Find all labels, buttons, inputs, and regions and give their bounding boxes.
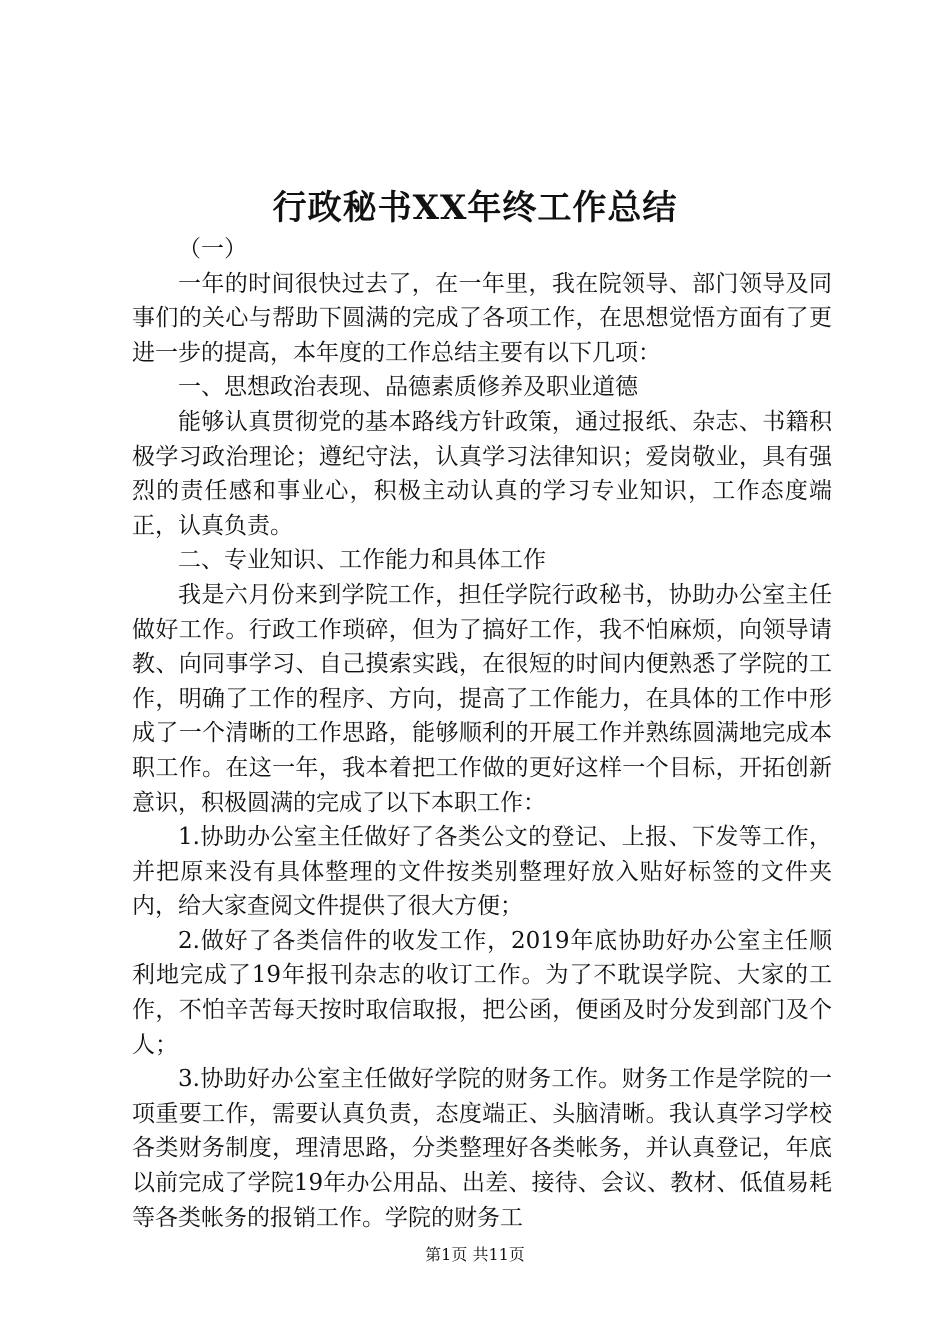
- list-item-2: 2.做好了各类信件的收发工作，2019年底协助好办公室主任顺利地完成了19年报刊杂志的收订工作。为了不耽误学院、大家的工作，不怕辛苦每天按时取信取报，把公函，便函及时分发到部门及个人；: [132, 927, 832, 1058]
- list-item-3: 3.协助好办公室主任做好学院的财务工作。财务工作是学院的一项重要工作，需要认真负责，态度端正、头脑清晰。我认真学习学校各类财务制度，理清思路，分类整理好各类帐务，并认真登记，年底以前完成了学院19年办公用品、出差、接待、会议、教材、低值易耗等各类帐务的报销工作。学院的财务工: [132, 1066, 832, 1231]
- section-marker: （一）: [178, 236, 247, 262]
- section-heading-2: 二、专业知识、工作能力和具体工作: [178, 547, 546, 574]
- body-paragraph: 能够认真贯彻党的基本路线方针政策，通过报纸、杂志、书籍积极学习政治理论；遵纪守法，认真学习法律知识；爱岗敬业，具有强烈的责任感和事业心，积极主动认真的学习专业知识，工作态度端正，认真负责。: [132, 408, 832, 539]
- intro-paragraph: 一年的时间很快过去了，在一年里，我在院领导、部门领导及同事们的关心与帮助下圆满的完成了各项工作，在思想觉悟方面有了更进一步的提高，本年度的工作总结主要有以下几项：: [132, 270, 832, 366]
- page-number: 第1页 共11页: [425, 1245, 525, 1264]
- body-paragraph: 我是六月份来到学院工作，担任学院行政秘书，协助办公室主任做好工作。行政工作琐碎，但为了搞好工作，我不怕麻烦，向领导请教、向同事学习、自己摸索实践，在很短的时间内便熟悉了学院的工作，明确了工作的程序、方向，提高了工作能力，在具体的工作中形成了一个清晰的工作思路，能够顺利的开展工作并熟练圆满地完成本职工作。在这一年，我本着把工作做的更好这样一个目标，开拓创新意识，积极圆满的完成了以下本职工作：: [132, 581, 832, 816]
- document-body: [132, 232, 832, 1235]
- section-heading-1: 一、思想政治表现、品德素质修养及职业道德: [178, 374, 638, 401]
- list-item-1: 1.协助办公室主任做好了各类公文的登记、上报、下发等工作，并把原来没有具体整理的文件按类别整理好放入贴好标签的文件夹内，给大家查阅文件提供了很大方便；: [132, 824, 832, 920]
- document-title: 行政秘书XX年终工作总结: [272, 188, 678, 228]
